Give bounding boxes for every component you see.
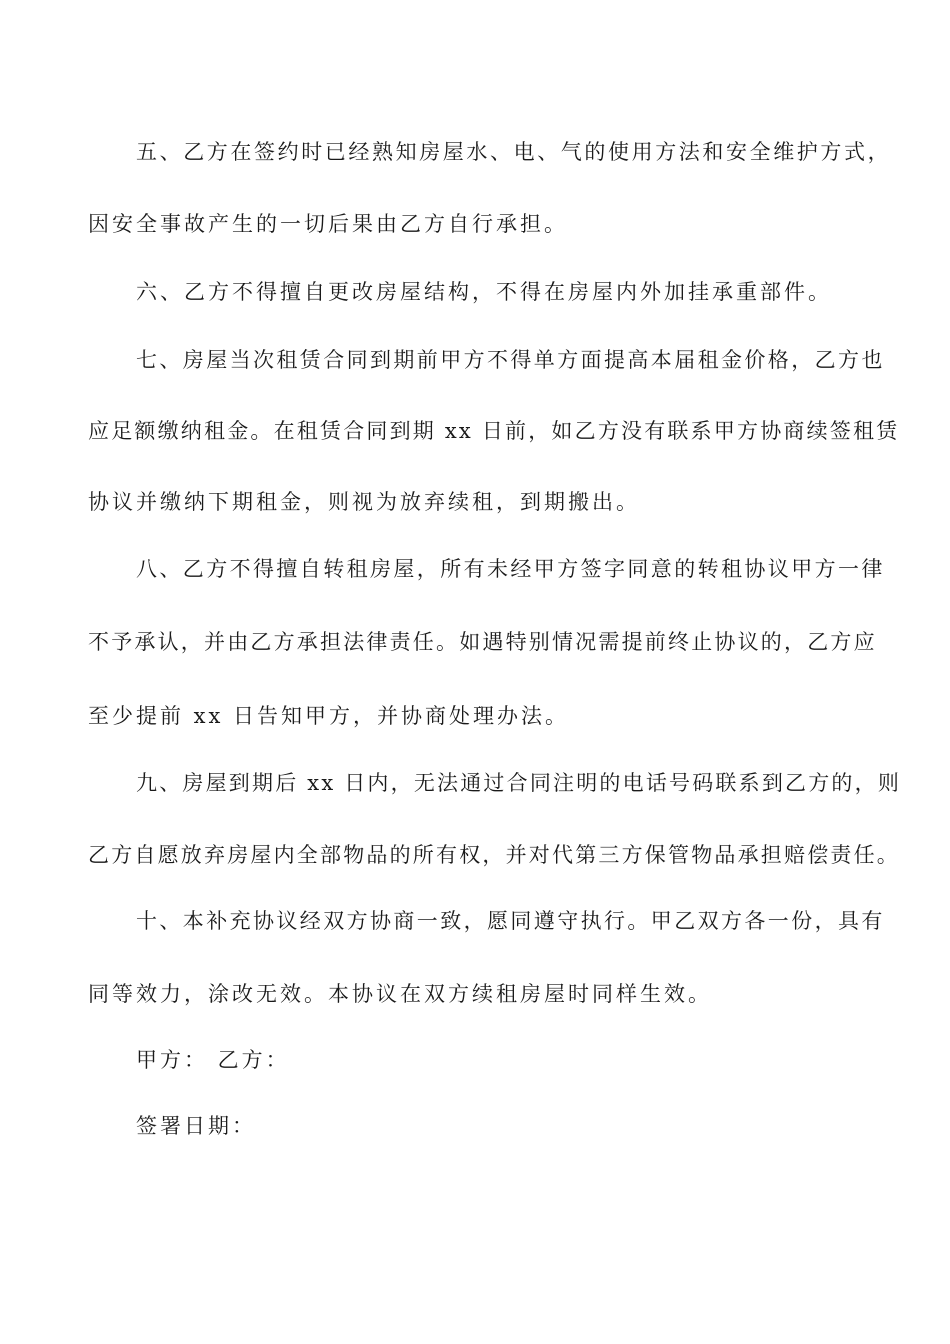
- clause-7-line-3: 协议并缴纳下期租金，则视为放弃续租，到期搬出。: [88, 490, 640, 514]
- clause-8-line-3: 至少提前 xx 日告知甲方，并协商处理办法。: [88, 704, 570, 728]
- signature-parties: 甲方： 乙方：: [136, 1048, 290, 1072]
- clause-6-line-1: 六、乙方不得擅自更改房屋结构，不得在房屋内外加挂承重部件。: [136, 280, 832, 304]
- clause-5-line-1: 五、乙方在签约时已经熟知房屋水、电、气的使用方法和安全维护方式，: [136, 140, 892, 164]
- clause-5-line-2: 因安全事故产生的一切后果由乙方自行承担。: [88, 212, 568, 236]
- clause-7-line-1: 七、房屋当次租赁合同到期前甲方不得单方面提高本届租金价格，乙方也: [136, 348, 885, 372]
- clause-9-line-2: 乙方自愿放弃房屋内全部物品的所有权，并对代第三方保管物品承担赔偿责任。: [88, 843, 900, 867]
- clause-8-line-2: 不予承认，并由乙方承担法律责任。如遇特别情况需提前终止协议的，乙方应: [88, 630, 877, 654]
- clause-9-line-1: 九、房屋到期后 xx 日内，无法通过合同注明的电话号码联系到乙方的，则: [136, 771, 902, 795]
- clause-7-line-2: 应足额缴纳租金。在租赁合同到期 xx 日前，如乙方没有联系甲方协商续签租赁: [88, 419, 900, 443]
- clause-10-line-1: 十、本补充协议经双方协商一致，愿同遵守执行。甲乙双方各一份，具有: [136, 909, 885, 933]
- clause-10-line-2: 同等效力，涂改无效。本协议在双方续租房屋时同样生效。: [88, 982, 712, 1006]
- clause-8-line-1: 八、乙方不得擅自转租房屋，所有未经甲方签字同意的转租协议甲方一律: [136, 557, 885, 581]
- signature-date: 签署日期：: [136, 1114, 256, 1138]
